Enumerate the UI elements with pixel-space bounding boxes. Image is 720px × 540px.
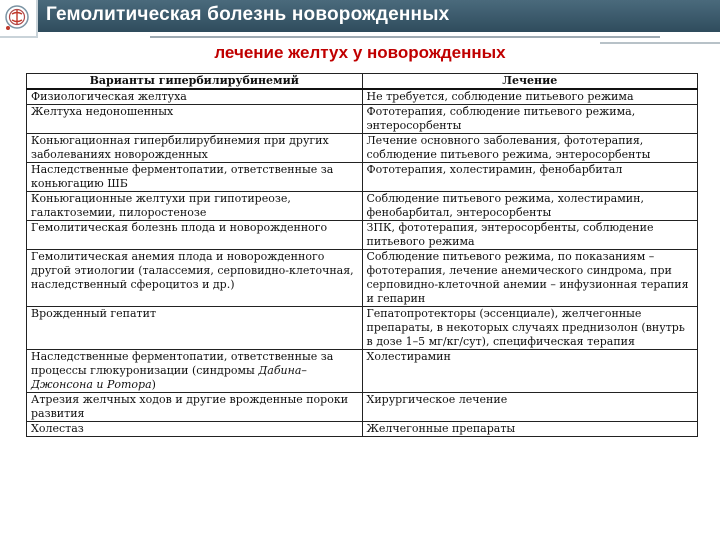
table-row xyxy=(27,350,698,393)
variant-cell: Гемолитическая анемия плода и новорожденного другой этиологии (талассемия, серповидно-клеточная, наследственный сфероцитоз и др.) xyxy=(27,250,363,307)
table-row xyxy=(27,89,698,105)
treatment-cell: Соблюдение питьевого режима, по показаниям – фототерапия, лечение анемического синдрома, при серповидно-клеточной анемии – инфузионная терапия и гепарин xyxy=(362,250,698,307)
treatment-cell: Хирургическое лечение xyxy=(362,393,698,422)
table-row xyxy=(27,134,698,163)
table-row xyxy=(27,393,698,422)
variant-cell: Коньюгационные желтухи при гипотиреозе, галактоземии, пилоростенозе xyxy=(27,192,363,221)
treatment-cell: Лечение основного заболевания, фототерапия, соблюдение питьевого режима, энтеросорбенты xyxy=(362,134,698,163)
table-row xyxy=(27,105,698,134)
table-row xyxy=(27,307,698,350)
treatment-cell: Холестирамин xyxy=(362,350,698,393)
treatment-cell: Желчегонные препараты xyxy=(362,422,698,437)
variant-cell: Наследственные ферментопатии, ответственные за коньюгацию ШБ xyxy=(27,163,363,192)
variant-cell: Атрезия желчных ходов и другие врожденные пороки развития xyxy=(27,393,363,422)
table-header-row xyxy=(27,74,698,90)
logo xyxy=(0,0,38,38)
variant-syndrome-names: Дабина–Джонсона и Ротора xyxy=(31,364,307,391)
treatment-cell: Фототерапия, холестирамин, фенобарбитал xyxy=(362,163,698,192)
table-row xyxy=(27,192,698,221)
page-title: Гемолитическая болезнь новорожденных xyxy=(46,4,450,25)
variant-cell: Коньюгационная гипербилирубинемия при других заболеваниях новорожденных xyxy=(27,134,363,163)
divider xyxy=(150,36,660,38)
treatment-cell: Фототерапия, соблюдение питьевого режима, энтеросорбенты xyxy=(362,105,698,134)
variant-cell: Желтуха недоношенных xyxy=(27,105,363,134)
treatment-cell: Соблюдение питьевого режима, холестирамин, фенобарбитал, энтеросорбенты xyxy=(362,192,698,221)
variant-cell: Физиологическая желтуха xyxy=(27,89,363,105)
treatment-table xyxy=(26,73,698,437)
treatment-cell: Не требуется, соблюдение питьевого режима xyxy=(362,89,698,105)
slide-subtitle: лечение желтух у новорожденных xyxy=(214,43,506,62)
variant-cell: Гемолитическая болезнь плода и новорожденного xyxy=(27,221,363,250)
table-row xyxy=(27,221,698,250)
table-row xyxy=(27,250,698,307)
variant-text-end: ) xyxy=(151,378,156,391)
treatment-cell: ЗПК, фототерапия, энтеросорбенты, соблюдение питьевого режима xyxy=(362,221,698,250)
medical-emblem-icon xyxy=(0,0,36,36)
treatment-cell: Гепатопротекторы (эссенциале), желчегонные препараты, в некоторых случаях преднизолон (внутрь в дозе 1–5 мг/кг/сут), специфическая терапия xyxy=(362,307,698,350)
table-row xyxy=(27,422,698,437)
variant-text: Наследственные ферментопатии, ответственные за процессы глюкуронизации (синдромы xyxy=(31,350,334,377)
variant-cell: Холестаз xyxy=(27,422,363,437)
variant-cell xyxy=(27,350,363,393)
column-header-treatment: Лечение xyxy=(362,74,698,90)
variant-cell: Врожденный гепатит xyxy=(27,307,363,350)
table-row xyxy=(27,163,698,192)
column-header-variants: Варианты гипербилирубинемий xyxy=(27,74,363,90)
